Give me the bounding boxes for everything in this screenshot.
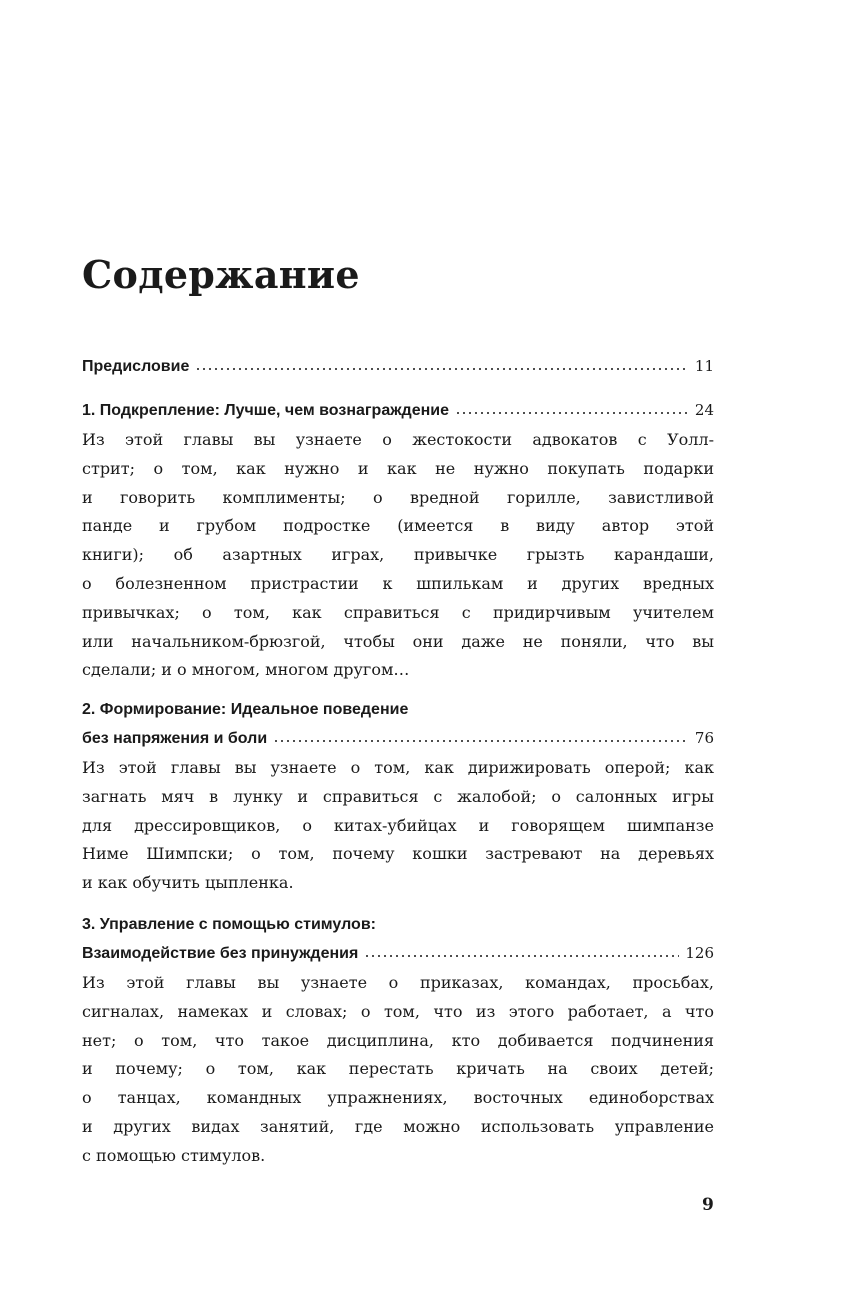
toc-heading-line[interactable] — [82, 910, 714, 939]
toc-page-number: 11 — [694, 357, 714, 375]
summary-line: или начальником-брюзгой, чтобы они даже не поняли, что вы — [82, 631, 714, 651]
toc-heading: Взаимодействие без принуждения — [82, 945, 359, 962]
toc-entry-chapter-1[interactable] — [82, 396, 714, 685]
chapter-summary — [82, 754, 714, 898]
toc-heading: 2. Формирование: Идеальное поведение — [82, 701, 409, 718]
toc-heading: 1. Подкрепление: Лучше, чем вознаграждение — [82, 402, 450, 419]
summary-line: Из этой главы вы узнаете о жестокости адвокатов с Уолл- — [82, 430, 714, 449]
dot-leader — [455, 405, 689, 415]
summary-line: загнать мяч в лунку и справиться с жалобой; о салонных игры — [82, 786, 714, 806]
summary-line: привычках; о том, как справиться с придирчивым учителем — [82, 602, 714, 622]
toc-entry-chapter-3[interactable] — [82, 910, 714, 1171]
summary-line: и других видах занятий, где можно использовать управление — [82, 1116, 714, 1136]
summary-line: с помощью стимулов. — [82, 1145, 266, 1165]
summary-line: книги); об азартных играх, привычке грызть карандаши, — [82, 545, 714, 565]
page-number: 9 — [702, 1195, 714, 1215]
toc-entry-preface[interactable] — [82, 352, 714, 381]
summary-line: и говорить комплименты; о вредной горилле, завистливой — [82, 487, 714, 507]
toc-page-number: 126 — [685, 944, 714, 962]
summary-line: Ниме Шимпски; о том, почему кошки застревают на деревьях — [82, 844, 714, 864]
page-title: Содержание — [82, 252, 360, 297]
summary-line: и почему; о том, как перестать кричать на своих детей; — [82, 1059, 714, 1079]
summary-line: Из этой главы вы узнаете о приказах, командах, просьбах, — [82, 973, 714, 992]
toc-heading: без напряжения и боли — [82, 730, 268, 747]
summary-line: и как обучить цыпленка. — [82, 873, 294, 893]
summary-line: Из этой главы вы узнаете о том, как дирижировать оперой; как — [82, 758, 714, 777]
chapter-summary — [82, 426, 714, 685]
summary-line: о танцах, командных упражнениях, восточных единоборствах — [82, 1088, 714, 1108]
toc-page-number: 24 — [694, 401, 714, 419]
summary-line: для дрессировщиков, о китах-убийцах и говорящем шимпанзе — [82, 815, 714, 835]
toc-page-number: 76 — [694, 729, 714, 747]
summary-line: о болезненном пристрастии к шпилькам и других вредных — [82, 573, 714, 593]
toc-heading-line[interactable] — [82, 695, 714, 724]
toc-heading-line[interactable] — [82, 724, 714, 753]
dot-leader — [364, 948, 679, 958]
toc-entry-chapter-2[interactable] — [82, 695, 714, 898]
summary-line: панде и грубом подростке (имеется в виду автор этой — [82, 516, 714, 536]
toc-heading: 3. Управление с помощью стимулов: — [82, 916, 376, 933]
dot-leader — [195, 361, 689, 371]
summary-line: сделали; и о многом, многом другом… — [82, 660, 410, 680]
chapter-summary — [82, 969, 714, 1171]
summary-line: нет; о том, что такое дисциплина, кто добивается подчинения — [82, 1030, 714, 1050]
toc-heading: Предисловие — [82, 358, 190, 375]
toc-heading-line[interactable] — [82, 396, 714, 425]
summary-line: сигналах, намеках и словах; о том, что из этого работает, а что — [82, 1001, 714, 1021]
dot-leader — [273, 733, 689, 743]
toc-heading-line[interactable] — [82, 352, 714, 381]
summary-line: стрит; о том, как нужно и как не нужно покупать подарки — [82, 458, 714, 478]
toc-heading-line[interactable] — [82, 939, 714, 968]
